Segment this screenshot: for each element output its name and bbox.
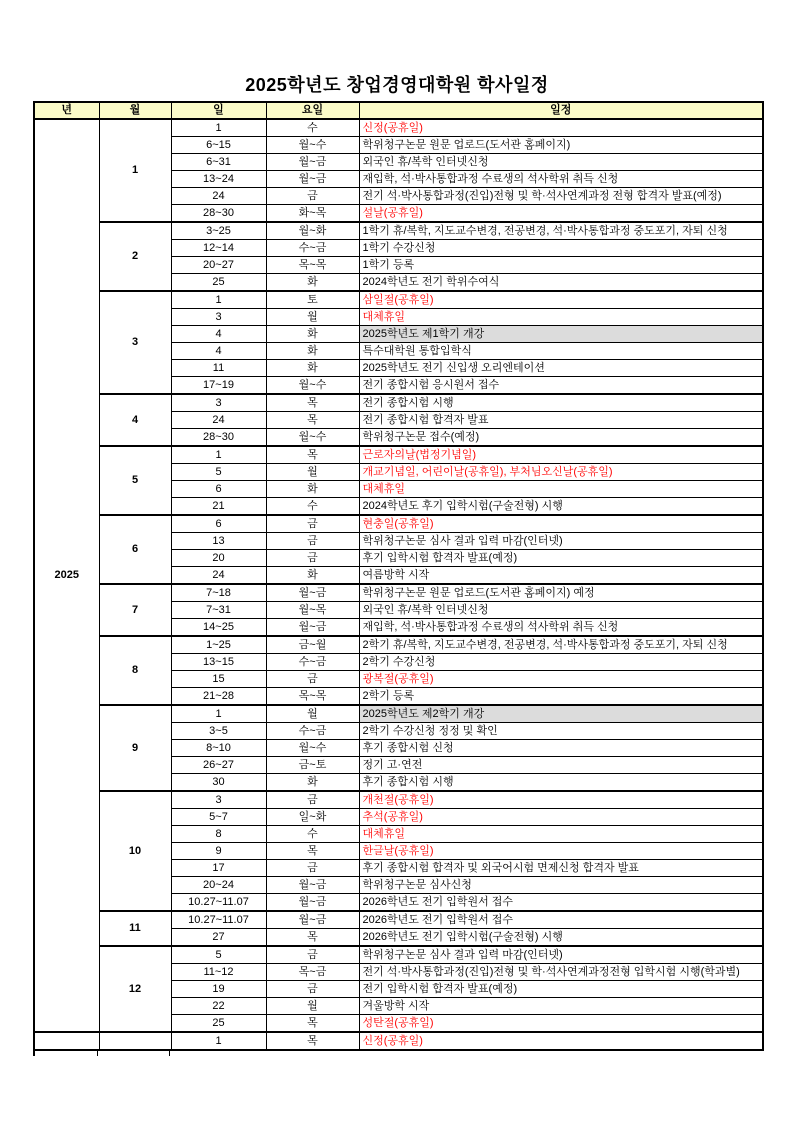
table-header-row [34, 102, 763, 119]
header-event: 일정 [359, 102, 763, 119]
event-cell: 외국인 휴/복학 인터넷신청 [359, 602, 763, 619]
year-column-border-stub [97, 1051, 98, 1056]
weekday-cell: 수~금 [266, 654, 359, 671]
day-cell: 1~25 [171, 636, 266, 654]
weekday-cell: 화~목 [266, 205, 359, 223]
event-cell: 외국인 휴/복학 인터넷신청 [359, 154, 763, 171]
weekday-cell: 월~금 [266, 619, 359, 637]
day-cell: 1 [171, 119, 266, 137]
event-cell: 성탄절(공휴일) [359, 1015, 763, 1033]
event-cell: 추석(공휴일) [359, 809, 763, 826]
weekday-cell: 화 [266, 326, 359, 343]
event-cell: 근로자의날(법정기념일) [359, 446, 763, 464]
weekday-cell: 월 [266, 309, 359, 326]
day-cell: 13 [171, 533, 266, 550]
table-row [34, 791, 763, 809]
table-row [34, 446, 763, 464]
month-cell: 11 [99, 911, 171, 946]
event-cell: 재입학, 석·박사통합과정 수료생의 석사학위 취득 신청 [359, 619, 763, 637]
day-cell: 24 [171, 567, 266, 585]
year-cell: 2025 [34, 119, 99, 1032]
header-weekday: 요일 [266, 102, 359, 119]
day-cell: 10.27~11.07 [171, 911, 266, 929]
weekday-cell: 월 [266, 705, 359, 723]
weekday-cell: 월~금 [266, 911, 359, 929]
event-cell: 겨울방학 시작 [359, 998, 763, 1015]
weekday-cell: 월~금 [266, 584, 359, 602]
day-cell: 22 [171, 998, 266, 1015]
weekday-cell: 월~목 [266, 602, 359, 619]
table-row [34, 291, 763, 309]
table-row [34, 515, 763, 533]
table-row [34, 394, 763, 412]
event-cell: 2024학년도 후기 입학시험(구술전형) 시행 [359, 498, 763, 516]
day-cell: 25 [171, 274, 266, 292]
page-cutoff-row-stub [33, 1051, 173, 1056]
weekday-cell: 목~목 [266, 257, 359, 274]
day-cell: 24 [171, 188, 266, 205]
weekday-cell: 월~금 [266, 154, 359, 171]
weekday-cell: 목 [266, 1015, 359, 1033]
day-cell: 3~25 [171, 222, 266, 240]
month-column-border-stub [169, 1051, 170, 1056]
table-body [34, 119, 763, 1050]
day-cell: 26~27 [171, 757, 266, 774]
event-cell: 전기 종합시험 합격자 발표 [359, 412, 763, 429]
event-cell: 후기 종합시험 신청 [359, 740, 763, 757]
weekday-cell: 목 [266, 412, 359, 429]
weekday-cell: 금 [266, 860, 359, 877]
day-cell: 21 [171, 498, 266, 516]
month-cell: 10 [99, 791, 171, 911]
event-cell: 후기 종합시험 합격자 및 외국어시험 면제신청 합격자 발표 [359, 860, 763, 877]
weekday-cell: 월 [266, 464, 359, 481]
table-row [34, 705, 763, 723]
day-cell: 3 [171, 309, 266, 326]
weekday-cell: 월~화 [266, 222, 359, 240]
day-cell: 4 [171, 326, 266, 343]
event-cell: 전기 종합시험 시행 [359, 394, 763, 412]
event-cell: 한글날(공휴일) [359, 843, 763, 860]
header-day: 일 [171, 102, 266, 119]
weekday-cell: 금 [266, 946, 359, 964]
weekday-cell: 목 [266, 843, 359, 860]
table-row [34, 636, 763, 654]
day-cell: 19 [171, 981, 266, 998]
weekday-cell: 목 [266, 394, 359, 412]
weekday-cell: 수 [266, 119, 359, 137]
event-cell: 현충일(공휴일) [359, 515, 763, 533]
table-row [34, 1032, 763, 1050]
day-cell: 27 [171, 929, 266, 947]
month-cell: 9 [99, 705, 171, 791]
event-cell: 전기 석·박사통합과정(진입)전형 및 학·석사연계과정전형 입학시험 시행(학과별) [359, 964, 763, 981]
event-cell: 1학기 등록 [359, 257, 763, 274]
weekday-cell: 금 [266, 791, 359, 809]
event-cell: 2학기 수강신청 [359, 654, 763, 671]
table-row [34, 584, 763, 602]
event-cell: 학위청구논문 원문 업로드(도서관 홈페이지) 예정 [359, 584, 763, 602]
weekday-cell: 수~금 [266, 723, 359, 740]
day-cell: 21~28 [171, 688, 266, 706]
month-cell: 2 [99, 222, 171, 291]
day-cell: 12~14 [171, 240, 266, 257]
event-cell: 개교기념일, 어린이날(공휴일), 부처님오신날(공휴일) [359, 464, 763, 481]
event-cell: 2025학년도 전기 신입생 오리엔테이션 [359, 360, 763, 377]
month-cell: 6 [99, 515, 171, 584]
event-cell: 2025학년도 제2학기 개강 [359, 705, 763, 723]
day-cell: 11 [171, 360, 266, 377]
weekday-cell: 월~금 [266, 171, 359, 188]
event-cell: 1학기 휴/복학, 지도교수변경, 전공변경, 석·박사통합과정 중도포기, 자퇴 신청 [359, 222, 763, 240]
weekday-cell: 금 [266, 550, 359, 567]
day-cell: 1 [171, 446, 266, 464]
day-cell: 5~7 [171, 809, 266, 826]
header-month: 월 [99, 102, 171, 119]
month-cell: 3 [99, 291, 171, 394]
day-cell: 4 [171, 343, 266, 360]
event-cell: 후기 종합시험 시행 [359, 774, 763, 792]
day-cell: 24 [171, 412, 266, 429]
day-cell: 11~12 [171, 964, 266, 981]
day-cell: 10.27~11.07 [171, 894, 266, 912]
event-cell: 2026학년도 전기 입학원서 접수 [359, 911, 763, 929]
weekday-cell: 금~월 [266, 636, 359, 654]
day-cell: 20~27 [171, 257, 266, 274]
event-cell: 2025학년도 제1학기 개강 [359, 326, 763, 343]
weekday-cell: 금 [266, 533, 359, 550]
event-cell: 2학기 수강신청 정정 및 확인 [359, 723, 763, 740]
event-cell: 광복절(공휴일) [359, 671, 763, 688]
event-cell: 학위청구논문 심사 결과 입력 마감(인터넷) [359, 533, 763, 550]
event-cell: 학위청구논문 원문 업로드(도서관 홈페이지) [359, 137, 763, 154]
academic-calendar-table [33, 101, 764, 1051]
event-cell: 학위청구논문 심사신청 [359, 877, 763, 894]
event-cell: 2026학년도 전기 입학시험(구술전형) 시행 [359, 929, 763, 947]
event-cell: 설날(공휴일) [359, 205, 763, 223]
month-cell: 8 [99, 636, 171, 705]
event-cell: 신정(공휴일) [359, 119, 763, 137]
weekday-cell: 금 [266, 515, 359, 533]
event-cell: 2024학년도 전기 학위수여식 [359, 274, 763, 292]
event-cell: 2학기 등록 [359, 688, 763, 706]
weekday-cell: 금 [266, 981, 359, 998]
day-cell: 9 [171, 843, 266, 860]
weekday-cell: 목~금 [266, 964, 359, 981]
day-cell: 3 [171, 791, 266, 809]
day-cell: 17 [171, 860, 266, 877]
weekday-cell: 수 [266, 826, 359, 843]
day-cell: 25 [171, 1015, 266, 1033]
weekday-cell: 화 [266, 360, 359, 377]
event-cell: 전기 입학시험 합격자 발표(예정) [359, 981, 763, 998]
event-cell: 대체휴일 [359, 826, 763, 843]
month-cell: 5 [99, 446, 171, 515]
month-cell: 4 [99, 394, 171, 446]
day-cell: 14~25 [171, 619, 266, 637]
month-cell [99, 1032, 171, 1050]
page-title: 2025학년도 창업경영대학원 학사일정 [245, 75, 549, 95]
day-cell: 13~15 [171, 654, 266, 671]
day-cell: 1 [171, 1032, 266, 1050]
day-cell: 20 [171, 550, 266, 567]
weekday-cell: 화 [266, 343, 359, 360]
day-cell: 5 [171, 946, 266, 964]
table-row [34, 119, 763, 137]
table-row [34, 222, 763, 240]
day-cell: 30 [171, 774, 266, 792]
day-cell: 3~5 [171, 723, 266, 740]
day-cell: 6 [171, 515, 266, 533]
event-cell: 2학기 휴/복학, 지도교수변경, 전공변경, 석·박사통합과정 중도포기, 자퇴 신청 [359, 636, 763, 654]
day-cell: 15 [171, 671, 266, 688]
event-cell: 학위청구논문 심사 결과 입력 마감(인터넷) [359, 946, 763, 964]
weekday-cell: 목 [266, 446, 359, 464]
day-cell: 5 [171, 464, 266, 481]
table-left-border-stub [33, 1051, 35, 1056]
day-cell: 6~31 [171, 154, 266, 171]
event-cell: 1학기 수강신청 [359, 240, 763, 257]
weekday-cell: 월 [266, 998, 359, 1015]
event-cell: 대체휴일 [359, 481, 763, 498]
month-cell: 7 [99, 584, 171, 636]
weekday-cell: 화 [266, 567, 359, 585]
day-cell: 7~18 [171, 584, 266, 602]
weekday-cell: 금~토 [266, 757, 359, 774]
event-cell: 후기 입학시험 합격자 발표(예정) [359, 550, 763, 567]
month-cell: 1 [99, 119, 171, 222]
day-cell: 20~24 [171, 877, 266, 894]
weekday-cell: 목 [266, 929, 359, 947]
day-cell: 17~19 [171, 377, 266, 395]
weekday-cell: 화 [266, 481, 359, 498]
day-cell: 1 [171, 705, 266, 723]
event-cell: 재입학, 석·박사통합과정 수료생의 석사학위 취득 신청 [359, 171, 763, 188]
day-cell: 8 [171, 826, 266, 843]
event-cell: 학위청구논문 접수(예정) [359, 429, 763, 447]
weekday-cell: 월~금 [266, 877, 359, 894]
weekday-cell: 수 [266, 498, 359, 516]
event-cell: 삼일절(공휴일) [359, 291, 763, 309]
weekday-cell: 토 [266, 291, 359, 309]
event-cell: 정기 고·연전 [359, 757, 763, 774]
weekday-cell: 금 [266, 188, 359, 205]
event-cell: 전기 종합시험 응시원서 접수 [359, 377, 763, 395]
month-cell: 12 [99, 946, 171, 1032]
event-cell: 전기 석·박사통합과정(진입)전형 및 학·석사연계과정 전형 합격자 발표(예정) [359, 188, 763, 205]
weekday-cell: 월~수 [266, 377, 359, 395]
weekday-cell: 금 [266, 671, 359, 688]
weekday-cell: 월~수 [266, 429, 359, 447]
table-row [34, 946, 763, 964]
weekday-cell: 월~금 [266, 894, 359, 912]
day-cell: 1 [171, 291, 266, 309]
day-cell: 7~31 [171, 602, 266, 619]
day-cell: 3 [171, 394, 266, 412]
weekday-cell: 목 [266, 1032, 359, 1050]
event-cell: 여름방학 시작 [359, 567, 763, 585]
header-year: 년 [34, 102, 99, 119]
weekday-cell: 일~화 [266, 809, 359, 826]
day-cell: 6 [171, 481, 266, 498]
event-cell: 특수대학원 통합입학식 [359, 343, 763, 360]
table-row [34, 911, 763, 929]
event-cell: 2026학년도 전기 입학원서 접수 [359, 894, 763, 912]
weekday-cell: 목~목 [266, 688, 359, 706]
weekday-cell: 월~수 [266, 740, 359, 757]
weekday-cell: 화 [266, 274, 359, 292]
year-cell [34, 1032, 99, 1050]
weekday-cell: 수~금 [266, 240, 359, 257]
day-cell: 8~10 [171, 740, 266, 757]
event-cell: 대체휴일 [359, 309, 763, 326]
weekday-cell: 월~수 [266, 137, 359, 154]
event-cell: 신정(공휴일) [359, 1032, 763, 1050]
day-cell: 28~30 [171, 205, 266, 223]
event-cell: 개천절(공휴일) [359, 791, 763, 809]
day-cell: 13~24 [171, 171, 266, 188]
weekday-cell: 화 [266, 774, 359, 792]
day-cell: 6~15 [171, 137, 266, 154]
day-cell: 28~30 [171, 429, 266, 447]
